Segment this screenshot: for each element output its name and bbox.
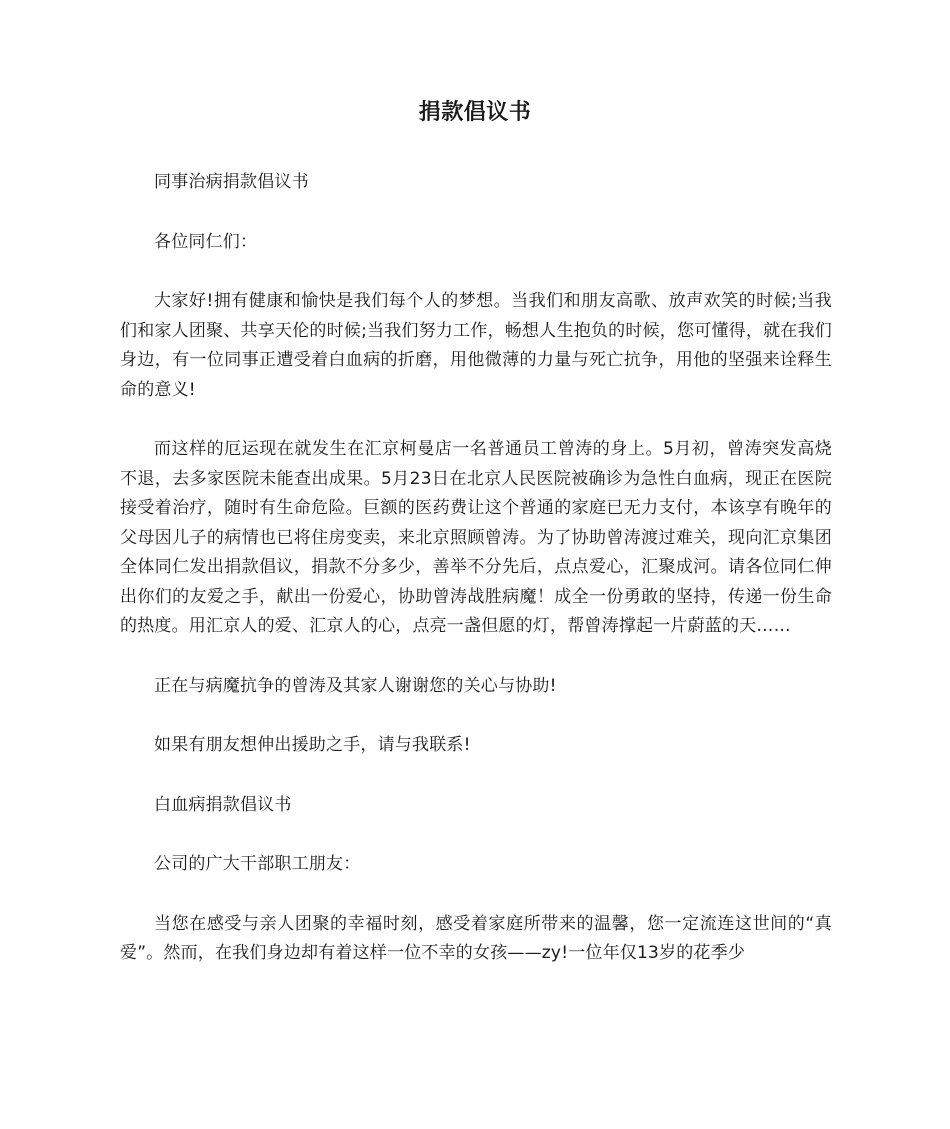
- paragraph-thanks: 正在与病魔抗争的曾涛及其家人谢谢您的关心与协助!: [154, 675, 557, 696]
- paragraph-salutation-colleagues: 各位同仁们：: [154, 231, 258, 252]
- paragraph-contact: 如果有朋友想伸出援助之手，请与我联系!: [154, 735, 471, 755]
- paragraph-subtitle-colleague: 同事治病捐款倡议书: [154, 172, 309, 192]
- document-title: 捐款倡议书: [418, 100, 532, 125]
- document-body: [120, 168, 832, 999]
- paragraph-second-story: 当您在感受与亲人团聚的幸福时刻，感受着家庭所带来的温馨，您一定流连这世间的“真爱”。然而，在我们身边却有着这样一位不幸的女孩——zy!一位年仅13岁的花季少: [120, 913, 832, 963]
- paragraph-intro: 大家好!拥有健康和愉快是我们每个人的梦想。当我们和朋友高歌、放声欢笑的时候;当我们和家人团聚、共享天伦的时候;当我们努力工作，畅想人生抱负的时候，您可懂得，就在我们身边，有一位同事正遭受着白血病的折磨，用他微薄的力量与死亡抗争，用他的坚强来诠释生命的意义!: [120, 291, 832, 400]
- paragraph-story: 而这样的厄运现在就发生在汇京柯曼店一名普通员工曾涛的身上。5月初，曾涛突发高烧不退，去多家医院未能查出成果。5月23日在北京人民医院被确诊为急性白血病，现正在医院接受着治疗，随时有生命危险。巨额的医药费让这个普通的家庭已无力支付，本该享有晚年的父母因儿子的病情也已将住房变卖，来北京照顾曾涛。为了协助曾涛渡过难关，现向汇京集团全体同仁发出捐款倡议，捐款不分多少，善举不分先后，点点爱心，汇聚成河。请各位同仁伸出你们的友爱之手，献出一份爱心，协助曾涛战胜病魔！成全一份勇敢的坚持，传递一份生命的热度。用汇京人的爱、汇京人的心，点亮一盏但愿的灯，帮曾涛撑起一片蔚蓝的天……: [120, 439, 832, 636]
- paragraph-salutation-staff: 公司的广大干部职工朋友：: [154, 854, 361, 874]
- paragraph-subtitle-leukemia: 白血病捐款倡议书: [154, 794, 292, 815]
